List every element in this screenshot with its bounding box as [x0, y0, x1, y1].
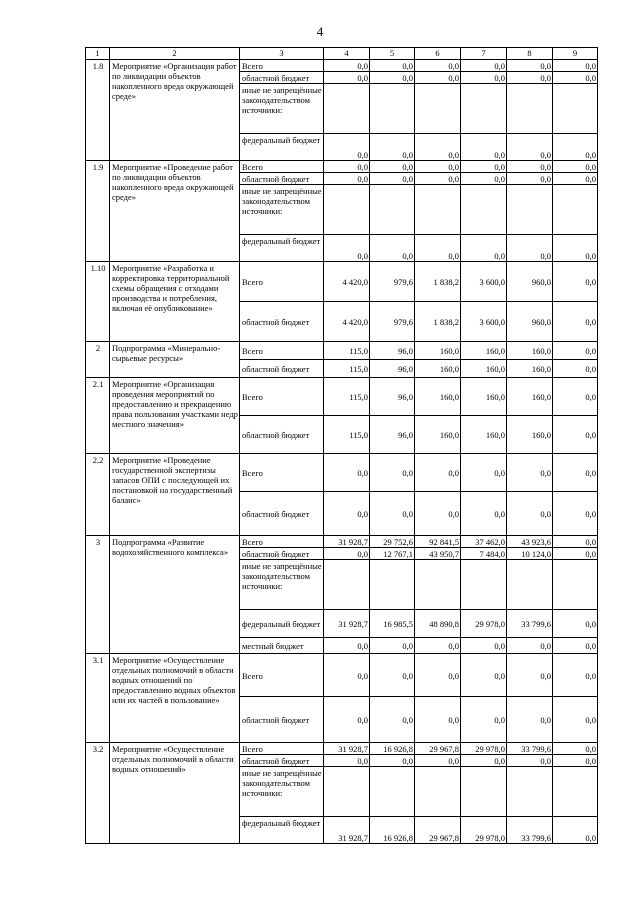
value-cell: 0,0 — [415, 134, 461, 161]
section-number: 3.2 — [86, 743, 110, 844]
value-cell — [324, 185, 370, 235]
value-cell: 0,0 — [415, 454, 461, 492]
funding-source: Всего — [240, 654, 324, 697]
section-name: Мероприятие «Организация проведения мероприятий по предоставлению и прекращению права пользования участками недр местного значения» — [110, 378, 240, 454]
value-cell: 0,0 — [553, 638, 598, 654]
value-cell: 0,0 — [553, 610, 598, 638]
value-cell: 160,0 — [415, 342, 461, 360]
value-cell — [370, 185, 415, 235]
funding-source: федеральный бюджет — [240, 610, 324, 638]
funding-source: Всего — [240, 60, 324, 72]
value-cell: 0,0 — [553, 342, 598, 360]
value-cell: 33 799,6 — [507, 610, 553, 638]
table-row — [86, 536, 598, 548]
value-cell: 0,0 — [415, 72, 461, 84]
section-number: 2 — [86, 342, 110, 378]
column-header: 4 — [324, 48, 370, 60]
value-cell: 160,0 — [461, 360, 507, 378]
value-cell: 29 978,0 — [461, 743, 507, 755]
value-cell: 979,6 — [370, 262, 415, 302]
value-cell: 0,0 — [324, 134, 370, 161]
value-cell: 160,0 — [415, 416, 461, 454]
value-cell: 31 928,7 — [324, 536, 370, 548]
value-cell: 0,0 — [370, 72, 415, 84]
value-cell: 0,0 — [553, 755, 598, 767]
table-row — [86, 743, 598, 755]
column-header: 6 — [415, 48, 461, 60]
table-row — [86, 161, 598, 173]
funding-source: областной бюджет — [240, 72, 324, 84]
value-cell: 0,0 — [461, 755, 507, 767]
column-header: 7 — [461, 48, 507, 60]
value-cell: 16 926,8 — [370, 743, 415, 755]
value-cell: 0,0 — [553, 817, 598, 844]
value-cell: 0,0 — [553, 360, 598, 378]
value-cell: 29 752,6 — [370, 536, 415, 548]
value-cell: 0,0 — [553, 454, 598, 492]
value-cell: 29 967,8 — [415, 743, 461, 755]
value-cell: 29 978,0 — [461, 610, 507, 638]
value-cell: 160,0 — [507, 378, 553, 416]
value-cell: 160,0 — [461, 342, 507, 360]
funding-source: Всего — [240, 342, 324, 360]
value-cell — [324, 84, 370, 134]
funding-source: Всего — [240, 743, 324, 755]
value-cell: 0,0 — [507, 492, 553, 536]
value-cell: 0,0 — [553, 134, 598, 161]
value-cell: 0,0 — [324, 60, 370, 72]
value-cell: 0,0 — [461, 72, 507, 84]
value-cell: 0,0 — [461, 654, 507, 697]
value-cell: 0,0 — [370, 161, 415, 173]
value-cell: 33 799,6 — [507, 817, 553, 844]
section-number: 1.9 — [86, 161, 110, 262]
value-cell: 0,0 — [553, 161, 598, 173]
funding-source: Всего — [240, 378, 324, 416]
value-cell: 160,0 — [415, 378, 461, 416]
value-cell: 0,0 — [553, 548, 598, 560]
value-cell: 160,0 — [507, 342, 553, 360]
value-cell: 0,0 — [507, 235, 553, 262]
section-name: Подпрограмма «Развитие водохозяйственного комплекса» — [110, 536, 240, 654]
value-cell: 0,0 — [324, 492, 370, 536]
section-number: 2.1 — [86, 378, 110, 454]
value-cell: 12 767,1 — [370, 548, 415, 560]
value-cell: 10 124,0 — [507, 548, 553, 560]
value-cell: 31 928,7 — [324, 743, 370, 755]
value-cell: 160,0 — [507, 360, 553, 378]
column-header: 5 — [370, 48, 415, 60]
value-cell: 0,0 — [324, 697, 370, 743]
table-row — [86, 378, 598, 416]
value-cell — [553, 767, 598, 817]
value-cell: 16 985,5 — [370, 610, 415, 638]
value-cell: 0,0 — [553, 60, 598, 72]
value-cell: 0,0 — [324, 755, 370, 767]
funding-source: местный бюджет — [240, 638, 324, 654]
value-cell — [370, 84, 415, 134]
value-cell — [507, 560, 553, 610]
column-header: 8 — [507, 48, 553, 60]
funding-source: областной бюджет — [240, 360, 324, 378]
value-cell: 33 799,6 — [507, 743, 553, 755]
value-cell: 16 926,8 — [370, 817, 415, 844]
value-cell: 1 838,2 — [415, 262, 461, 302]
value-cell: 48 890,8 — [415, 610, 461, 638]
funding-source: федеральный бюджет — [240, 235, 324, 262]
value-cell: 3 600,0 — [461, 302, 507, 342]
value-cell: 31 928,7 — [324, 610, 370, 638]
value-cell: 37 462,0 — [461, 536, 507, 548]
table-row — [86, 60, 598, 72]
value-cell: 0,0 — [370, 60, 415, 72]
value-cell: 0,0 — [415, 492, 461, 536]
value-cell: 96,0 — [370, 342, 415, 360]
funding-source: областной бюджет — [240, 492, 324, 536]
value-cell: 0,0 — [370, 235, 415, 262]
value-cell: 0,0 — [324, 654, 370, 697]
value-cell — [507, 185, 553, 235]
value-cell: 0,0 — [370, 134, 415, 161]
value-cell: 0,0 — [324, 161, 370, 173]
header-row — [86, 48, 598, 60]
value-cell — [415, 767, 461, 817]
value-cell — [553, 84, 598, 134]
value-cell: 29 978,0 — [461, 817, 507, 844]
value-cell: 0,0 — [370, 454, 415, 492]
funding-source: федеральный бюджет — [240, 134, 324, 161]
value-cell: 160,0 — [461, 378, 507, 416]
funding-source: Всего — [240, 536, 324, 548]
value-cell — [553, 185, 598, 235]
section-name: Мероприятие «Организация работ по ликвидации объектов накопленного вреда окружающей среде» — [110, 60, 240, 161]
value-cell: 29 967,8 — [415, 817, 461, 844]
value-cell: 0,0 — [370, 173, 415, 185]
value-cell: 0,0 — [507, 134, 553, 161]
value-cell — [370, 767, 415, 817]
value-cell: 979,6 — [370, 302, 415, 342]
value-cell: 0,0 — [507, 60, 553, 72]
value-cell: 0,0 — [370, 638, 415, 654]
value-cell: 96,0 — [370, 360, 415, 378]
value-cell: 115,0 — [324, 360, 370, 378]
value-cell: 0,0 — [553, 536, 598, 548]
value-cell: 0,0 — [461, 235, 507, 262]
value-cell: 0,0 — [370, 654, 415, 697]
value-cell — [415, 185, 461, 235]
value-cell: 4 420,0 — [324, 262, 370, 302]
value-cell — [461, 185, 507, 235]
value-cell: 0,0 — [461, 134, 507, 161]
funding-source: областной бюджет — [240, 416, 324, 454]
section-number: 1.10 — [86, 262, 110, 342]
funding-source: областной бюджет — [240, 173, 324, 185]
section-name: Мероприятие «Проведение государственной экспертизы запасов ОПИ с последующей их постановкой на государственный баланс» — [110, 454, 240, 536]
value-cell: 0,0 — [461, 638, 507, 654]
value-cell: 31 928,7 — [324, 817, 370, 844]
value-cell: 115,0 — [324, 342, 370, 360]
value-cell: 0,0 — [415, 161, 461, 173]
value-cell: 0,0 — [507, 72, 553, 84]
value-cell: 0,0 — [507, 161, 553, 173]
funding-source: иные не запрещённые законодательством источники: — [240, 185, 324, 235]
value-cell — [370, 560, 415, 610]
value-cell: 0,0 — [553, 235, 598, 262]
value-cell: 0,0 — [415, 755, 461, 767]
section-name: Мероприятие «Осуществление отдельных полномочий в области водных отношений по предоставлению водных объектов или их частей в пользование» — [110, 654, 240, 743]
value-cell — [324, 767, 370, 817]
section-name: Мероприятие «Проведение работ по ликвидации объектов накопленного вреда окружающей среде» — [110, 161, 240, 262]
value-cell — [461, 767, 507, 817]
value-cell: 160,0 — [415, 360, 461, 378]
funding-source: областной бюджет — [240, 697, 324, 743]
value-cell: 43 923,6 — [507, 536, 553, 548]
value-cell: 0,0 — [415, 235, 461, 262]
value-cell: 0,0 — [370, 755, 415, 767]
value-cell: 115,0 — [324, 378, 370, 416]
value-cell: 43 950,7 — [415, 548, 461, 560]
value-cell: 960,0 — [507, 302, 553, 342]
value-cell: 0,0 — [324, 638, 370, 654]
value-cell: 160,0 — [507, 416, 553, 454]
value-cell: 115,0 — [324, 416, 370, 454]
value-cell: 0,0 — [461, 697, 507, 743]
value-cell: 0,0 — [507, 454, 553, 492]
value-cell: 4 420,0 — [324, 302, 370, 342]
funding-source: Всего — [240, 454, 324, 492]
value-cell: 0,0 — [415, 173, 461, 185]
value-cell: 1 838,2 — [415, 302, 461, 342]
section-number: 3 — [86, 536, 110, 654]
funding-source: федеральный бюджет — [240, 817, 324, 844]
table-row — [86, 654, 598, 697]
value-cell: 0,0 — [461, 161, 507, 173]
value-cell — [415, 560, 461, 610]
value-cell: 160,0 — [461, 416, 507, 454]
table-row — [86, 262, 598, 302]
value-cell: 0,0 — [507, 173, 553, 185]
value-cell: 0,0 — [553, 743, 598, 755]
value-cell: 0,0 — [553, 416, 598, 454]
section-number: 1.8 — [86, 60, 110, 161]
column-header: 1 — [86, 48, 110, 60]
funding-source: Всего — [240, 161, 324, 173]
column-header: 3 — [240, 48, 324, 60]
section-number: 3.1 — [86, 654, 110, 743]
value-cell — [324, 560, 370, 610]
page-number: 4 — [316, 24, 324, 39]
value-cell: 0,0 — [324, 235, 370, 262]
value-cell: 0,0 — [461, 60, 507, 72]
value-cell: 0,0 — [507, 638, 553, 654]
value-cell: 0,0 — [415, 654, 461, 697]
value-cell: 0,0 — [415, 638, 461, 654]
value-cell: 0,0 — [553, 492, 598, 536]
value-cell: 0,0 — [370, 492, 415, 536]
funding-source: иные не запрещённые законодательством источники: — [240, 560, 324, 610]
table-body — [86, 48, 598, 844]
value-cell: 0,0 — [507, 654, 553, 697]
value-cell: 92 841,5 — [415, 536, 461, 548]
value-cell: 96,0 — [370, 378, 415, 416]
value-cell: 96,0 — [370, 416, 415, 454]
value-cell: 7 484,0 — [461, 548, 507, 560]
funding-source: иные не запрещённые законодательством источники: — [240, 767, 324, 817]
value-cell: 0,0 — [324, 173, 370, 185]
funding-source: областной бюджет — [240, 755, 324, 767]
budget-table — [85, 47, 598, 844]
funding-source: областной бюджет — [240, 302, 324, 342]
value-cell: 0,0 — [553, 378, 598, 416]
column-header: 9 — [553, 48, 598, 60]
value-cell: 0,0 — [370, 697, 415, 743]
value-cell: 0,0 — [553, 697, 598, 743]
value-cell — [415, 84, 461, 134]
table-row — [86, 454, 598, 492]
value-cell: 0,0 — [507, 755, 553, 767]
value-cell — [507, 84, 553, 134]
value-cell: 0,0 — [461, 173, 507, 185]
table-row — [86, 342, 598, 360]
section-name: Мероприятие «Осуществление отдельных полномочий в области водных отношений» — [110, 743, 240, 844]
value-cell — [553, 560, 598, 610]
value-cell: 0,0 — [461, 454, 507, 492]
value-cell: 0,0 — [507, 697, 553, 743]
value-cell: 0,0 — [553, 262, 598, 302]
value-cell: 3 600,0 — [461, 262, 507, 302]
value-cell: 0,0 — [324, 548, 370, 560]
section-name: Подпрограмма «Минерально-сырьевые ресурсы» — [110, 342, 240, 378]
value-cell: 960,0 — [507, 262, 553, 302]
value-cell — [461, 84, 507, 134]
value-cell: 0,0 — [553, 173, 598, 185]
value-cell: 0,0 — [553, 654, 598, 697]
value-cell: 0,0 — [415, 697, 461, 743]
value-cell: 0,0 — [553, 72, 598, 84]
funding-source: Всего — [240, 262, 324, 302]
value-cell: 0,0 — [324, 72, 370, 84]
funding-source: иные не запрещённые законодательством источники: — [240, 84, 324, 134]
value-cell: 0,0 — [415, 60, 461, 72]
section-number: 2.2 — [86, 454, 110, 536]
column-header: 2 — [110, 48, 240, 60]
value-cell — [507, 767, 553, 817]
section-name: Мероприятие «Разработка и корректировка территориальной схемы обращения с отходами производства и потребления, включая её опубликование» — [110, 262, 240, 342]
value-cell: 0,0 — [324, 454, 370, 492]
value-cell — [461, 560, 507, 610]
value-cell: 0,0 — [461, 492, 507, 536]
value-cell: 0,0 — [553, 302, 598, 342]
funding-source: областной бюджет — [240, 548, 324, 560]
